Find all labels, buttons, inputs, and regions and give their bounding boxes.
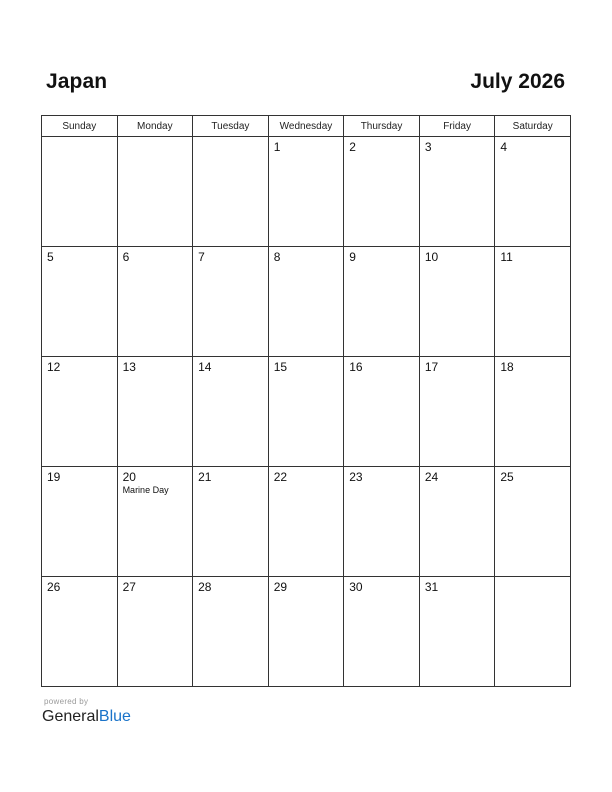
day-cell	[344, 137, 420, 247]
page-title-month: July 2026	[470, 70, 565, 93]
day-number: 23	[349, 470, 363, 484]
day-cell	[117, 467, 193, 577]
holiday-label: Marine Day	[122, 485, 169, 495]
day-cell	[117, 247, 193, 357]
day-cell	[117, 357, 193, 467]
day-cell	[268, 357, 344, 467]
day-number: 15	[273, 360, 288, 374]
day-cell	[42, 467, 118, 577]
day-cell	[268, 577, 344, 687]
powered-by-text: powered by	[44, 697, 89, 706]
day-number: 25	[500, 470, 514, 484]
week-row	[42, 577, 571, 687]
day-cell	[268, 247, 344, 357]
weekday-monday: Monday	[117, 116, 193, 137]
day-number: 3	[424, 140, 432, 154]
day-number: 11	[500, 250, 513, 264]
weekday-sunday: Sunday	[42, 116, 118, 137]
brand-logo-general: General	[42, 708, 99, 725]
page-title-country: Japan	[46, 70, 108, 93]
weekday-friday: Friday	[419, 116, 495, 137]
day-number: 1	[273, 140, 281, 154]
day-number: 17	[424, 360, 439, 374]
day-cell	[419, 137, 495, 247]
day-number: 6	[122, 250, 130, 264]
day-number: 16	[349, 360, 363, 374]
day-number: 22	[273, 470, 288, 484]
day-number	[495, 577, 570, 581]
day-number: 2	[349, 140, 356, 154]
day-number: 7	[198, 250, 205, 264]
brand-logo[interactable]	[42, 708, 131, 726]
day-cell	[117, 137, 193, 247]
day-cell	[419, 467, 495, 577]
weekday-header-row	[42, 116, 571, 137]
day-cell	[495, 247, 571, 357]
weekday-tuesday: Tuesday	[193, 116, 269, 137]
day-cell	[344, 467, 420, 577]
weekday-saturday: Saturday	[495, 116, 571, 137]
week-row	[42, 247, 571, 357]
day-cell	[42, 247, 118, 357]
day-cell	[193, 467, 269, 577]
day-cell	[419, 357, 495, 467]
week-row	[42, 357, 571, 467]
weekday-thursday: Thursday	[344, 116, 420, 137]
day-number: 4	[500, 140, 508, 154]
day-cell	[495, 577, 571, 687]
day-cell	[193, 577, 269, 687]
day-number: 30	[349, 580, 363, 594]
day-number: 14	[198, 360, 212, 374]
day-number: 18	[500, 360, 514, 374]
day-cell	[42, 577, 118, 687]
week-row	[42, 467, 571, 577]
day-cell	[495, 467, 571, 577]
day-number: 21	[198, 470, 212, 484]
day-cell	[42, 357, 118, 467]
day-cell	[193, 357, 269, 467]
day-number: 8	[273, 250, 281, 264]
week-row	[42, 137, 571, 247]
day-number: 19	[47, 470, 61, 484]
day-number: 31	[424, 580, 439, 594]
day-cell	[344, 577, 420, 687]
day-number: 24	[424, 470, 439, 484]
day-number: 10	[424, 250, 439, 264]
day-number: 9	[349, 250, 356, 264]
calendar-grid	[41, 115, 571, 687]
day-cell	[344, 357, 420, 467]
day-cell	[268, 467, 344, 577]
day-number: 20	[122, 470, 136, 484]
day-cell	[495, 357, 571, 467]
day-cell	[419, 247, 495, 357]
weekday-wednesday: Wednesday	[268, 116, 344, 137]
day-number: 12	[47, 360, 61, 374]
day-number	[118, 137, 193, 141]
day-number: 28	[198, 580, 212, 594]
day-number	[42, 137, 117, 141]
day-number: 29	[273, 580, 288, 594]
brand-logo-blue: Blue	[98, 708, 131, 725]
day-cell	[268, 137, 344, 247]
day-cell	[344, 247, 420, 357]
day-cell	[495, 137, 571, 247]
day-number: 13	[122, 360, 136, 374]
day-cell	[117, 577, 193, 687]
day-number: 26	[47, 580, 61, 594]
day-cell	[193, 247, 269, 357]
day-cell	[42, 137, 118, 247]
day-cell	[419, 577, 495, 687]
day-cell	[193, 137, 269, 247]
day-number: 5	[47, 250, 54, 264]
day-number	[193, 137, 268, 141]
day-number: 27	[122, 580, 136, 594]
